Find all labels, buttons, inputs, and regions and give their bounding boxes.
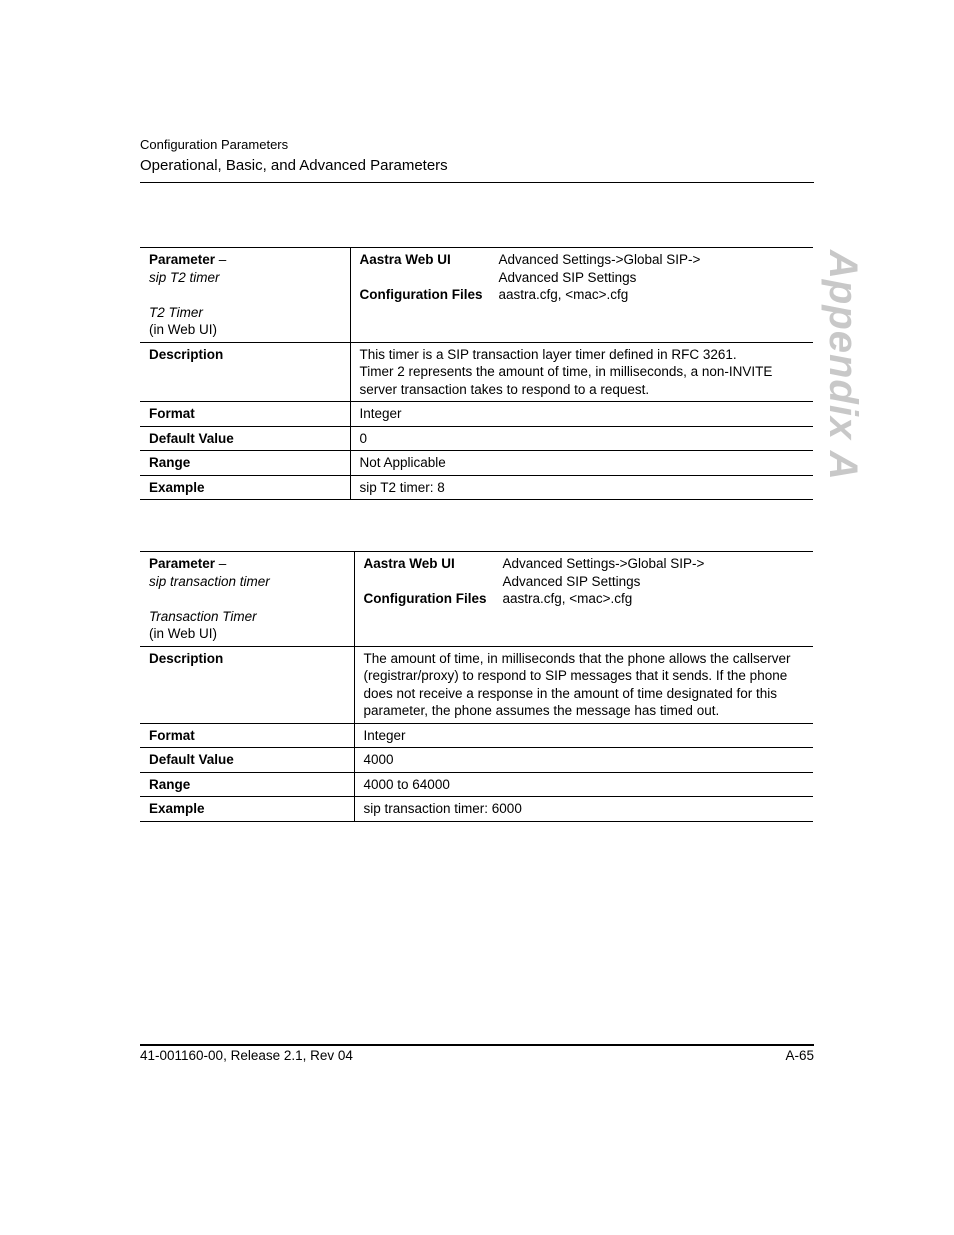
- location-grid: [364, 555, 806, 608]
- table-row-format: [140, 402, 813, 427]
- row-value: 4000 to 64000: [354, 772, 813, 797]
- description-line: parameter, the phone assumes the message has timed out.: [363, 703, 720, 718]
- webui-parameter-note: (in Web UI): [149, 626, 218, 641]
- row-label: Description: [140, 342, 350, 402]
- config-files-label: Configuration Files: [363, 591, 487, 606]
- parameter-heading: [149, 251, 342, 269]
- row-value: Integer: [354, 723, 813, 748]
- row-value: [350, 342, 813, 402]
- spacer: [149, 286, 342, 304]
- config-files-value: aastra.cfg, <mac>.cfg: [502, 591, 633, 606]
- row-value: 0: [350, 426, 813, 451]
- description-line: This timer is a SIP transaction layer timer defined in RFC 3261.: [359, 346, 737, 362]
- webui-parameter-name: T2 Timer: [149, 304, 203, 320]
- webui-path: [503, 555, 806, 590]
- parameter-cell: [140, 248, 350, 343]
- row-label: Default Value: [140, 748, 354, 773]
- description-line: Timer 2 represents the amount of time, in milliseconds, a non-INVITE: [359, 364, 773, 379]
- running-header-section: Configuration Parameters: [140, 137, 289, 152]
- table-row-description: [140, 342, 813, 402]
- parameter-label: Parameter: [149, 556, 216, 571]
- table-row-range: [140, 451, 813, 476]
- table-row-format: [140, 723, 813, 748]
- table-row-default-value: [140, 426, 813, 451]
- spacer: [149, 590, 346, 608]
- row-label: Description: [140, 646, 354, 723]
- config-files-value: aastra.cfg, <mac>.cfg: [498, 287, 629, 302]
- parameter-name: sip transaction timer: [149, 573, 270, 589]
- running-header-subsection: Operational, Basic, and Advanced Parameters: [140, 157, 448, 174]
- row-value: Integer: [350, 402, 813, 427]
- table-row-range: [140, 772, 813, 797]
- parameter-table-sip-t2-timer: [140, 247, 813, 500]
- row-value: Not Applicable: [350, 451, 813, 476]
- description-line: The amount of time, in milliseconds that the phone allows the callserver: [363, 650, 791, 666]
- webui-parameter-name: Transaction Timer: [149, 608, 257, 624]
- row-value: [354, 646, 813, 723]
- description-line: (registrar/proxy) to respond to SIP messages that it sends. If the phone: [363, 668, 788, 683]
- description-line: server transaction takes to respond to a request.: [359, 381, 650, 397]
- webui-path-line-1: Advanced Settings->Global SIP->: [498, 252, 701, 267]
- webui-path-line-2: Advanced SIP Settings: [498, 269, 637, 285]
- row-label: Format: [140, 402, 350, 427]
- webui-parameter-note: (in Web UI): [149, 322, 218, 337]
- row-label: Range: [140, 772, 354, 797]
- table-row-description: [140, 646, 813, 723]
- parameter-label: Parameter: [149, 252, 216, 267]
- table-row-parameter: [140, 552, 813, 647]
- parameter-dash: –: [215, 252, 227, 267]
- parameter-dash: –: [215, 556, 227, 571]
- appendix-side-tab: Appendix A: [821, 250, 865, 481]
- location-grid: [360, 251, 806, 304]
- description-line: does not receive a response in the amount of time designated for this: [363, 685, 777, 701]
- parameter-table-sip-transaction-timer: [140, 551, 813, 822]
- table-row-example: [140, 475, 813, 500]
- webui-label: Aastra Web UI: [359, 252, 451, 267]
- row-label: Format: [140, 723, 354, 748]
- row-value: 4000: [354, 748, 813, 773]
- row-label: Default Value: [140, 426, 350, 451]
- header-divider: [140, 182, 814, 183]
- webui-path-line-1: Advanced Settings->Global SIP->: [502, 556, 705, 571]
- table-row-default-value: [140, 748, 813, 773]
- table-row-example: [140, 797, 813, 822]
- footer-document-id: 41-001160-00, Release 2.1, Rev 04: [140, 1048, 353, 1063]
- webui-path: [499, 251, 806, 286]
- parameter-heading: [149, 555, 346, 573]
- parameter-cell: [140, 552, 354, 647]
- webui-path-line-2: Advanced SIP Settings: [502, 573, 641, 589]
- parameter-name: sip T2 timer: [149, 269, 220, 285]
- row-value: sip T2 timer: 8: [350, 475, 813, 500]
- webui-label: Aastra Web UI: [363, 556, 455, 571]
- config-files-label: Configuration Files: [359, 287, 483, 302]
- table-row-parameter: [140, 248, 813, 343]
- footer-page-number: A-65: [785, 1048, 814, 1063]
- row-value: sip transaction timer: 6000: [354, 797, 813, 822]
- row-label: Example: [140, 475, 350, 500]
- location-cell: [354, 552, 813, 647]
- location-cell: [350, 248, 813, 343]
- row-label: Range: [140, 451, 350, 476]
- footer-divider: [140, 1044, 814, 1046]
- row-label: Example: [140, 797, 354, 822]
